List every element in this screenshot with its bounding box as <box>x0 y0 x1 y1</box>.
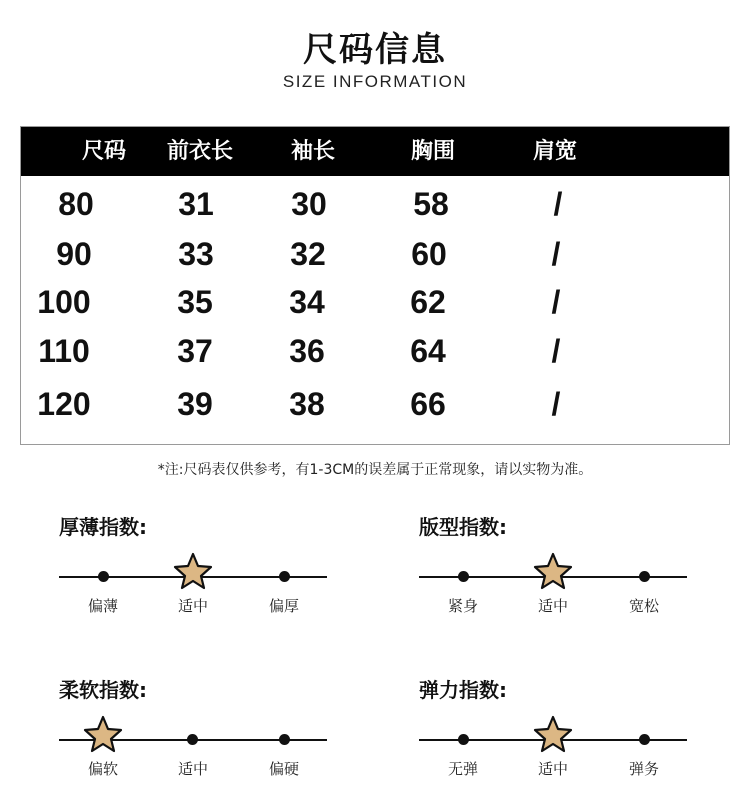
scale-label: 适中 <box>177 597 208 615</box>
column-header-shoulder: 肩宽 <box>532 139 577 164</box>
table-cell-size: 100 <box>37 284 91 320</box>
scale-label: 适中 <box>537 760 568 778</box>
table-cell-shoulder: / <box>553 186 563 222</box>
table-cell-shoulder: / <box>551 284 561 320</box>
size-note: *注:尺码表仅供参考，有1-3CM的误差属于正常现象，请以实物为准。 <box>157 462 593 478</box>
table-cell-shoulder: / <box>551 236 561 272</box>
selected-star-icon <box>533 714 573 754</box>
scale-label: 弹务 <box>628 760 659 778</box>
table-cell-sleeve-length: 38 <box>289 386 325 422</box>
thickness-index-title: 厚薄指数: <box>59 515 147 539</box>
scale-label: 紧身 <box>447 597 478 615</box>
scale-label: 偏软 <box>87 760 118 778</box>
scale-dot <box>639 734 650 745</box>
scale-dot <box>187 734 198 745</box>
table-row <box>21 232 729 276</box>
table-cell-sleeve-length: 32 <box>290 236 326 272</box>
table-cell-sleeve-length: 34 <box>289 284 325 320</box>
scale-dot <box>458 734 469 745</box>
table-cell-shoulder: / <box>551 386 561 422</box>
softness-index <box>59 674 359 794</box>
table-cell-chest: 60 <box>411 236 447 272</box>
scale-label: 适中 <box>177 760 208 778</box>
table-row <box>21 280 729 324</box>
elasticity-index <box>419 674 719 794</box>
page-subtitle: SIZE INFORMATION <box>282 72 468 91</box>
table-row <box>21 182 729 226</box>
fit-index-title: 版型指数: <box>419 515 507 539</box>
thickness-index <box>59 511 359 631</box>
scale-label: 宽松 <box>628 597 659 615</box>
table-cell-size: 90 <box>56 236 92 272</box>
table-cell-shoulder: / <box>551 333 561 369</box>
scale-label: 偏薄 <box>87 597 118 615</box>
scale-dot <box>279 734 290 745</box>
scale-label: 无弹 <box>447 760 478 778</box>
scale-label: 偏硬 <box>268 760 299 778</box>
table-cell-chest: 64 <box>410 333 446 369</box>
table-cell-front-length: 31 <box>178 186 214 222</box>
size-table-header <box>21 127 729 176</box>
scale-label: 适中 <box>537 597 568 615</box>
softness-index-title: 柔软指数: <box>59 678 147 702</box>
table-cell-size: 120 <box>37 386 91 422</box>
size-table <box>20 126 730 445</box>
scale-label: 偏厚 <box>268 597 299 615</box>
selected-star-icon <box>533 551 573 591</box>
table-cell-sleeve-length: 30 <box>291 186 327 222</box>
table-cell-sleeve-length: 36 <box>289 333 325 369</box>
table-cell-chest: 62 <box>410 284 446 320</box>
page-title: 尺码信息 <box>303 30 447 70</box>
selected-star-icon <box>83 714 123 754</box>
selected-star-icon <box>173 551 213 591</box>
table-cell-size: 80 <box>58 186 94 222</box>
scale-dot <box>279 571 290 582</box>
table-cell-front-length: 35 <box>177 284 213 320</box>
table-row <box>21 329 729 373</box>
scale-dot <box>458 571 469 582</box>
table-cell-front-length: 37 <box>177 333 213 369</box>
table-cell-front-length: 39 <box>177 386 213 422</box>
scale-dot <box>639 571 650 582</box>
scale-dot <box>98 571 109 582</box>
fit-index <box>419 511 719 631</box>
column-header-sleeve-length: 袖长 <box>290 139 335 164</box>
column-header-front-length: 前衣长 <box>166 139 233 164</box>
elasticity-index-title: 弹力指数: <box>419 678 507 702</box>
table-cell-front-length: 33 <box>178 236 214 272</box>
table-cell-chest: 66 <box>410 386 446 422</box>
column-header-size: 尺码 <box>81 139 126 164</box>
table-row <box>21 382 729 426</box>
column-header-chest: 胸围 <box>410 139 455 164</box>
table-cell-chest: 58 <box>413 186 449 222</box>
table-cell-size: 110 <box>38 333 90 369</box>
